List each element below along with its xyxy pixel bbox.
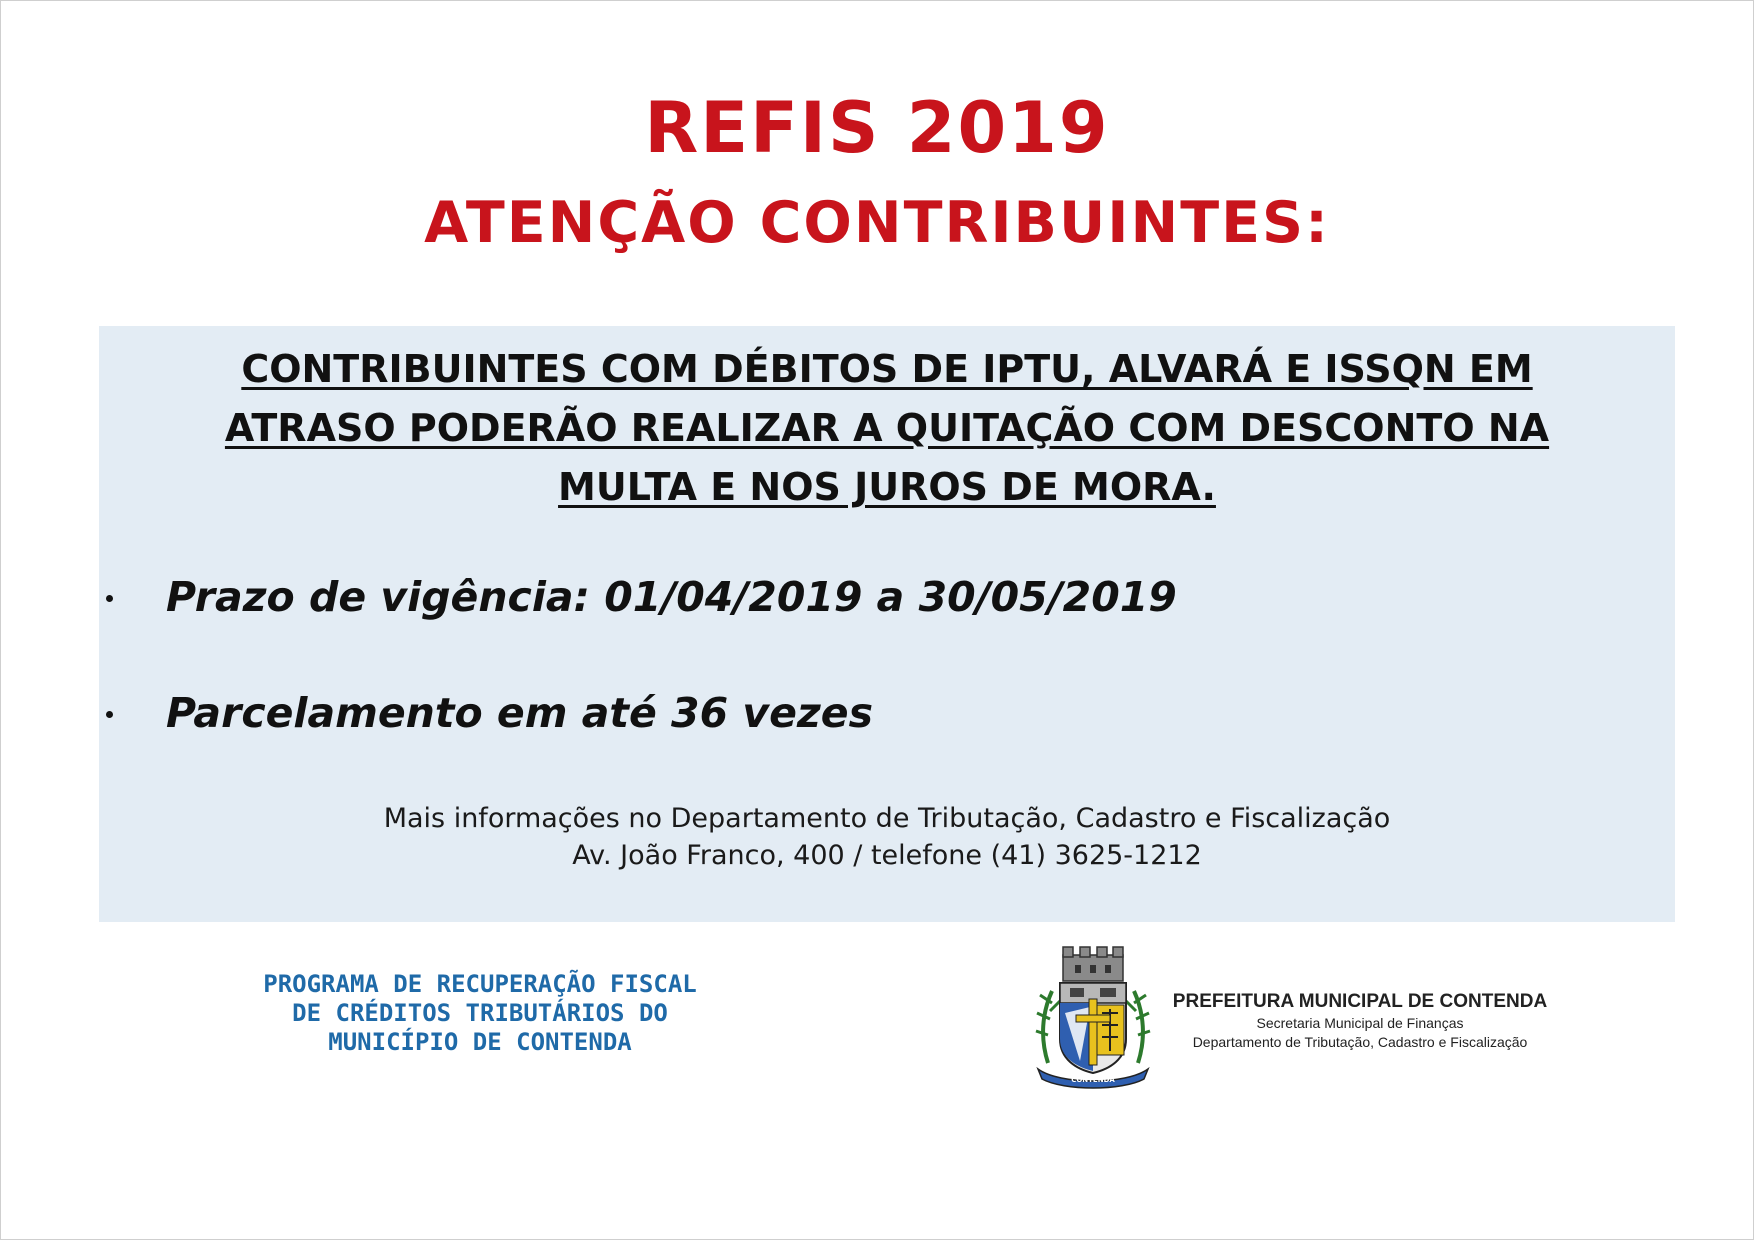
headline-line: MULTA E NOS JUROS DE MORA. xyxy=(558,465,1216,509)
program-line: DE CRÉDITOS TRIBUTÁRIOS DO xyxy=(292,999,668,1027)
org-block xyxy=(1168,990,1552,1052)
contact-line: Mais informações no Departamento de Tributação, Cadastro e Fiscalização xyxy=(383,803,1391,834)
program-line: PROGRAMA DE RECUPERAÇÃO FISCAL xyxy=(263,970,697,998)
notice-title: REFIS 2019 xyxy=(644,87,1110,169)
bullet-dot-icon xyxy=(106,595,113,602)
crest-ribbon-text: CONTENDA xyxy=(1071,1076,1115,1084)
contact-line: Av. João Franco, 400 / telefone (41) 3625-1212 xyxy=(572,840,1202,871)
bullet-dot-icon xyxy=(106,711,113,718)
headline-line: ATRASO PODERÃO REALIZAR A QUITAÇÃO COM DESCONTO NA xyxy=(224,406,1550,450)
panel-headline xyxy=(99,340,1675,517)
notice-subtitle: ATENÇÃO CONTRIBUINTES: xyxy=(424,190,1330,256)
org-name: PREFEITURA MUNICIPAL DE CONTENDA xyxy=(1172,991,1548,1012)
coat-of-arms-icon xyxy=(1030,943,1156,1089)
headline-line: CONTRIBUINTES COM DÉBITOS DE IPTU, ALVARÁ E ISSQN EM xyxy=(241,347,1533,391)
bullet-text: Parcelamento em até 36 vezes xyxy=(166,689,873,737)
bullet-text: Prazo de vigência: 01/04/2019 a 30/05/2019 xyxy=(166,573,1177,621)
program-name xyxy=(200,970,760,1057)
contact-info xyxy=(99,800,1675,874)
info-panel xyxy=(99,326,1675,922)
org-secretariat: Secretaria Municipal de Finanças xyxy=(1256,1015,1464,1031)
org-department: Departamento de Tributação, Cadastro e Fiscalização xyxy=(1192,1034,1528,1050)
program-line: MUNICÍPIO DE CONTENDA xyxy=(328,1028,632,1056)
